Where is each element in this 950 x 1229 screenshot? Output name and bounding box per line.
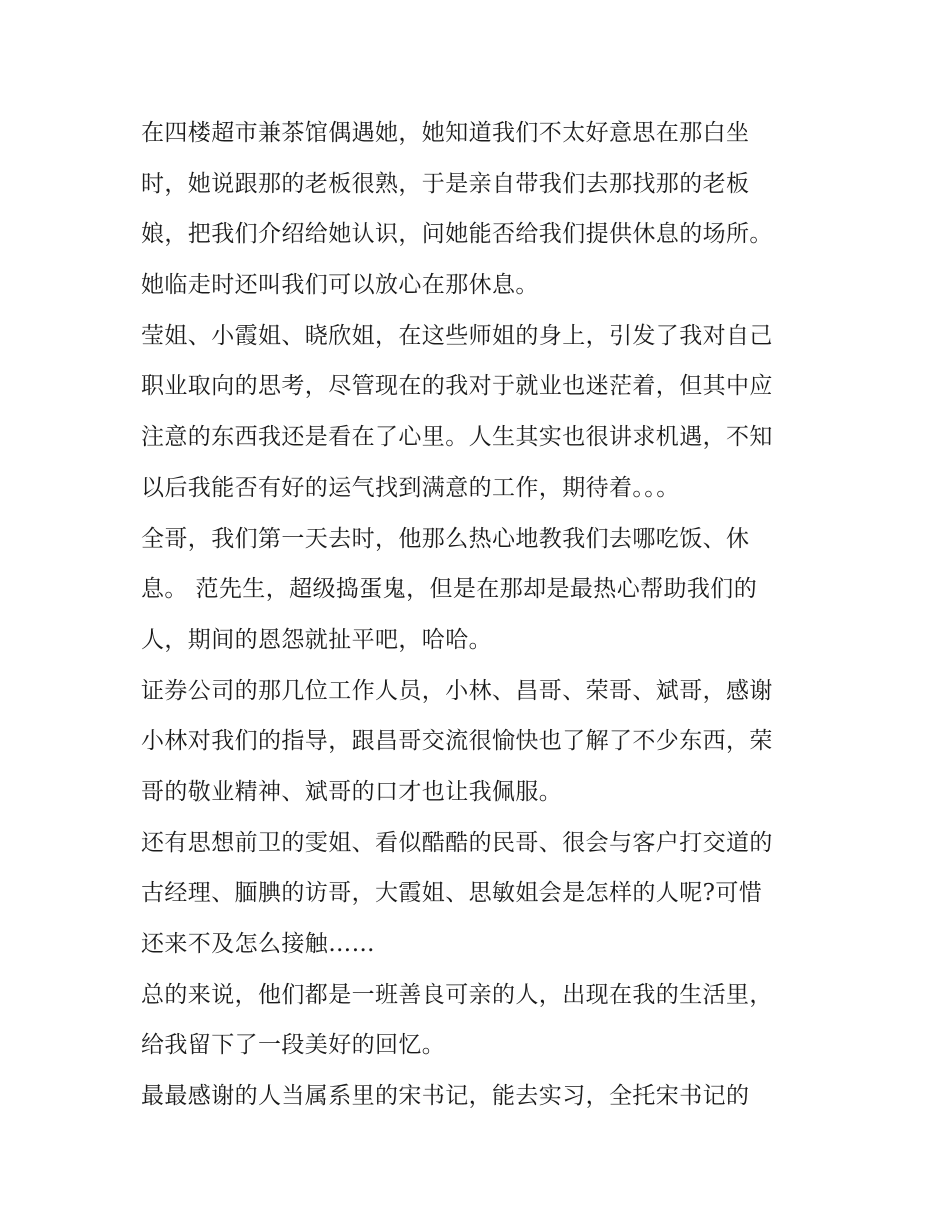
- text-line: 小林对我们的指导，跟昌哥交流很愉快也了解了不少东西，荣: [141, 728, 773, 755]
- text-line: 以后我能否有好的运气找到满意的工作，期待着。。。: [141, 474, 680, 501]
- text-line: 全哥，我们第一天去时，他那么热心地教我们去哪吃饭、休: [141, 525, 750, 552]
- text-line: 在四楼超市兼茶馆偶遇她，她知道我们不太好意思在那白坐: [141, 120, 750, 146]
- text-line: 她临走时还叫我们可以放心在那休息。: [141, 272, 539, 299]
- text-line: 娘，把我们介绍给她认识，问她能否给我们提供休息的场所。: [141, 221, 773, 248]
- text-line: 总的来说，他们都是一班善良可亲的人，出现在我的生活里，: [141, 981, 773, 1008]
- text-line: 莹姐、小霞姐、晓欣姐，在这些师姐的身上，引发了我对自己: [141, 322, 773, 349]
- text-line: 古经理、腼腆的访哥，大霞姐、思敏姐会是怎样的人呢?可惜: [141, 880, 763, 907]
- text-line: 职业取向的思考，尽管现在的我对于就业也迷茫着，但其中应: [141, 373, 773, 400]
- text-line: 还来不及怎么接触……: [141, 931, 375, 957]
- text-line: 给我留下了一段美好的回忆。: [141, 1032, 446, 1059]
- text-line: 还有思想前卫的雯姐、看似酷酷的民哥、很会与客户打交道的: [141, 829, 773, 856]
- text-line: 息。 范先生，超级捣蛋鬼，但是在那却是最热心帮助我们的: [141, 576, 758, 603]
- text-line: 最最感谢的人当属系里的宋书记，能去实习，全托宋书记的: [141, 1083, 750, 1110]
- text-line: 证券公司的那几位工作人员，小林、昌哥、荣哥、斌哥，感谢: [141, 677, 773, 704]
- text-line: 注意的东西我还是看在了心里。人生其实也很讲求机遇，不知: [141, 424, 773, 451]
- text-line: 哥的敬业精神、斌哥的口才也让我佩服。: [141, 778, 563, 805]
- document-body: [141, 108, 816, 1122]
- text-line: 人，期间的恩怨就扯平吧，哈哈。: [141, 626, 492, 653]
- text-line: 时，她说跟那的老板很熟，于是亲自带我们去那找那的老板: [141, 170, 750, 197]
